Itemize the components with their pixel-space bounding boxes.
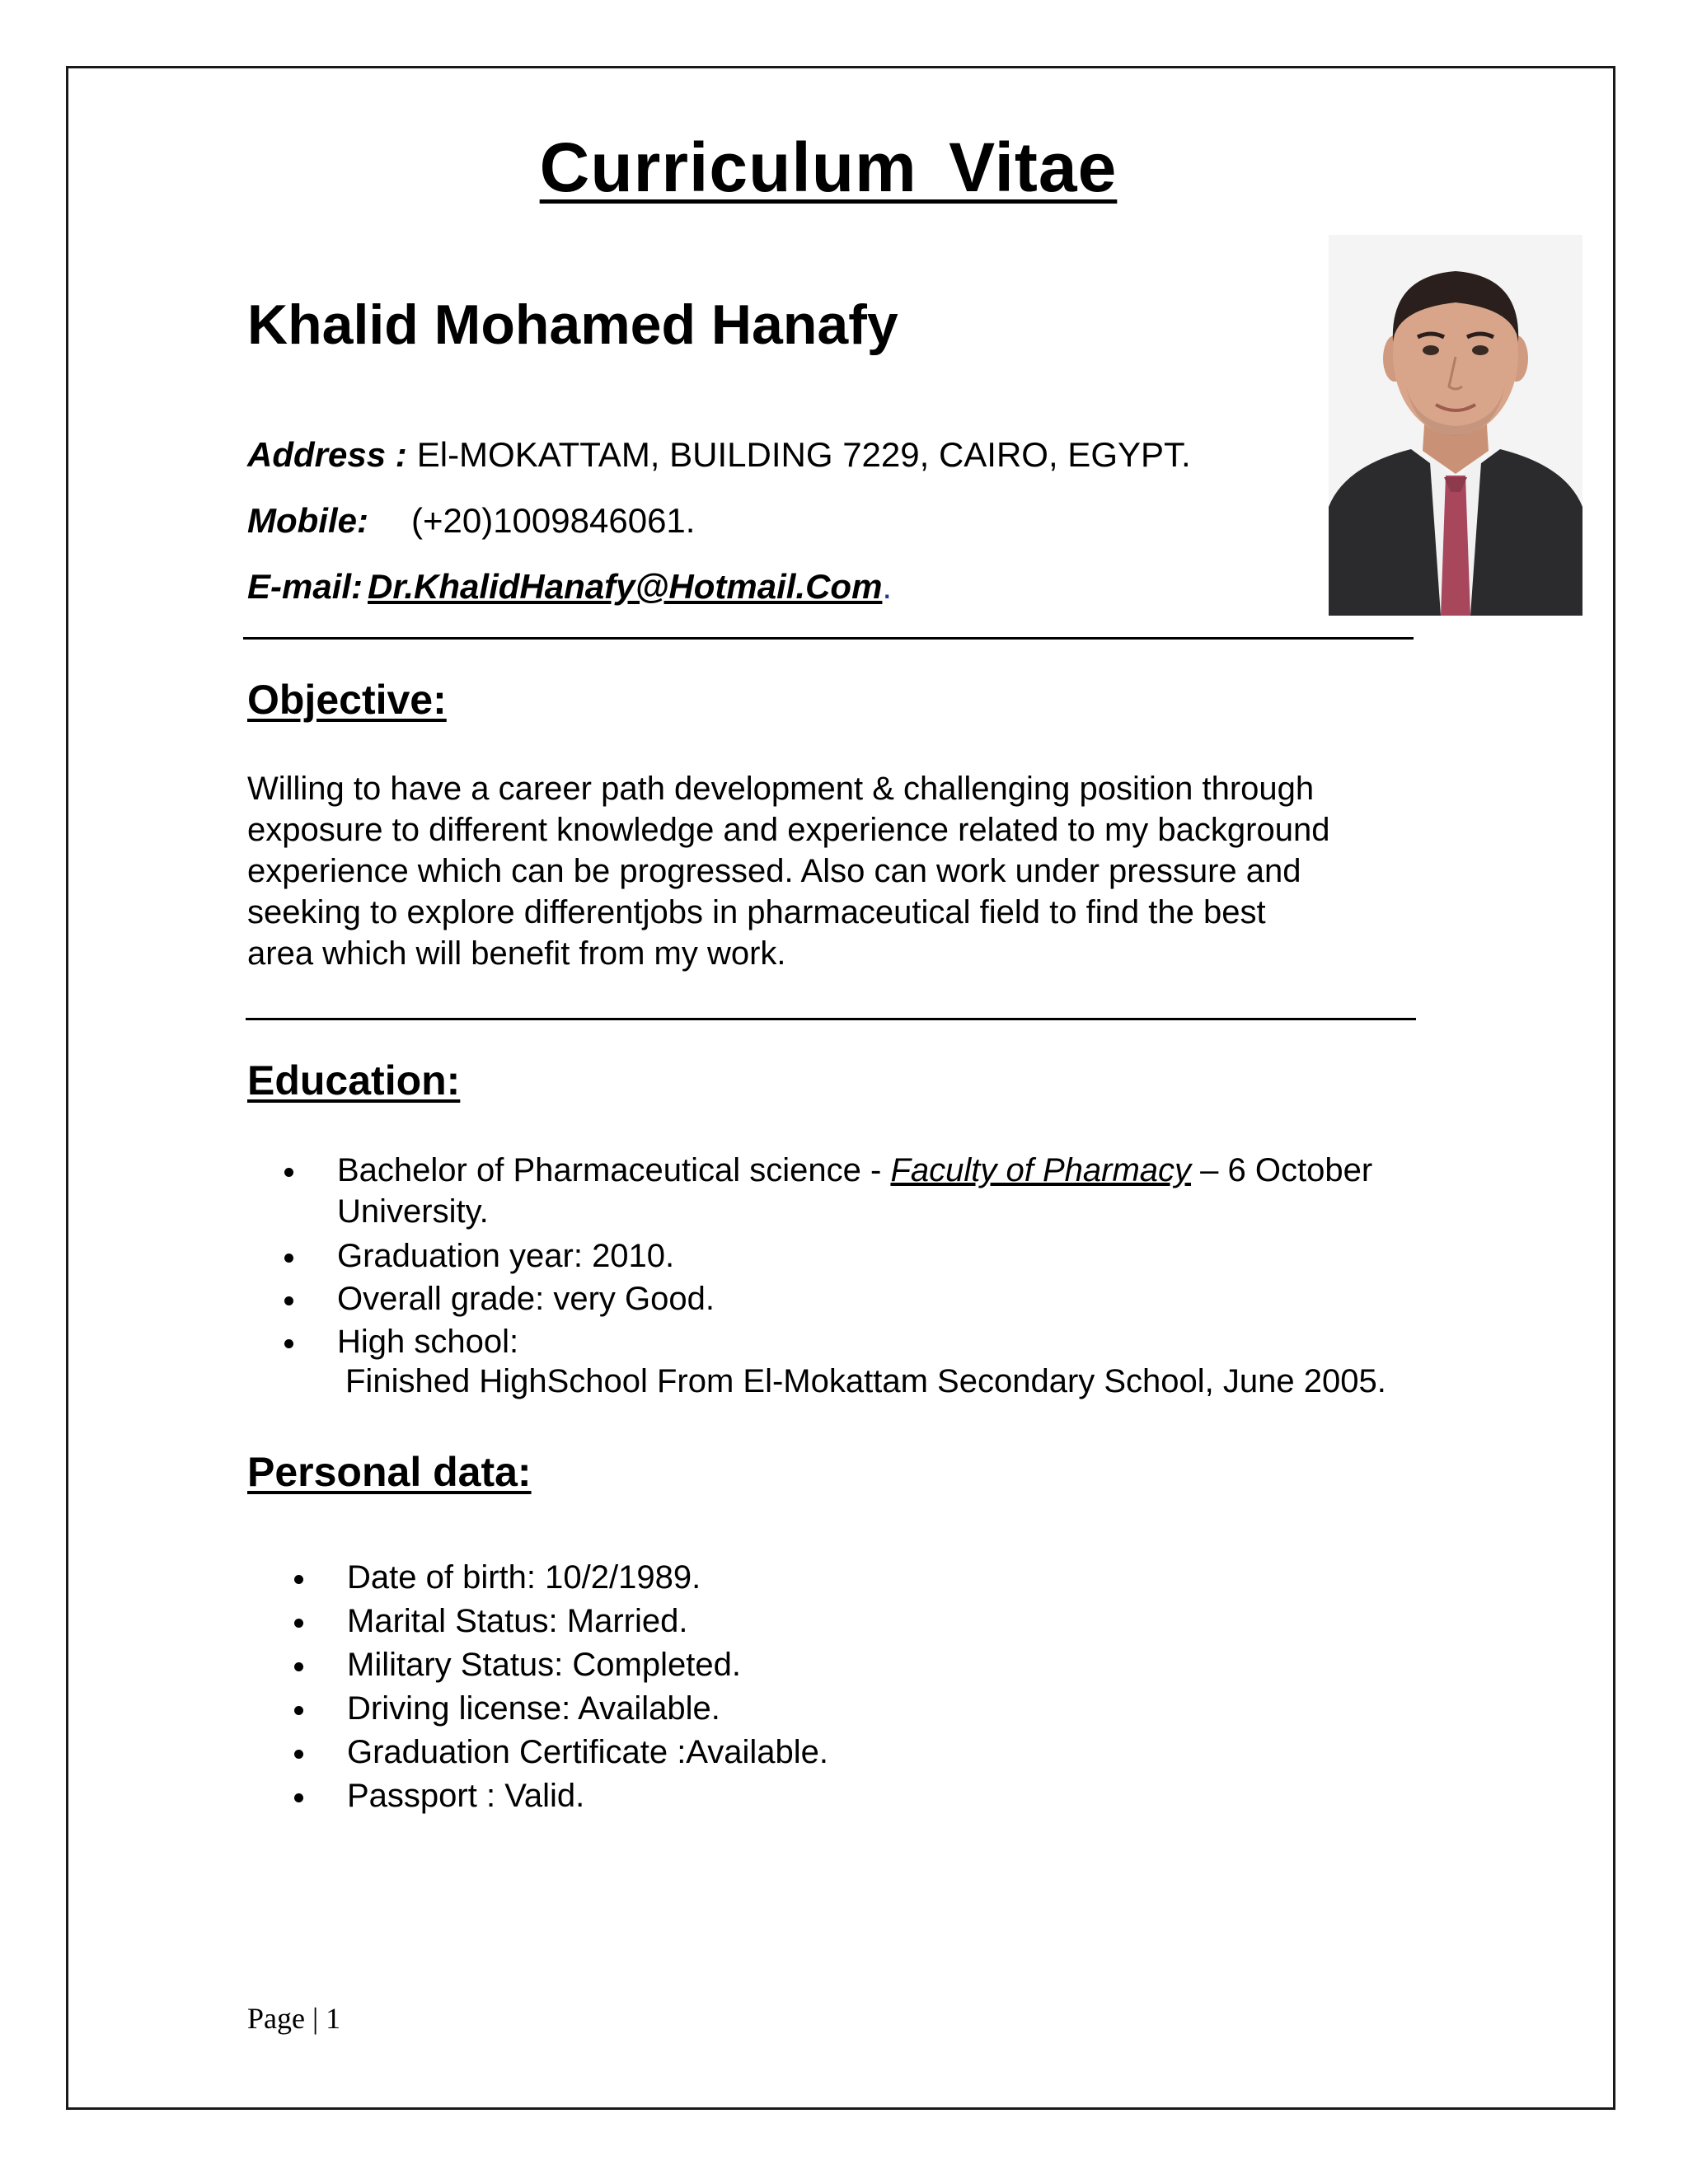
- personal-item-text: Military Status: Completed.: [347, 1647, 741, 1683]
- list-item: [294, 1731, 1514, 1774]
- faculty-name: Faculty of Pharmacy: [890, 1152, 1192, 1188]
- address-value: El-MOKATTAM, BUILDING 7229, CAIRO, EGYPT.: [416, 435, 1191, 474]
- list-item: [294, 1687, 1514, 1731]
- profile-photo: [1329, 235, 1582, 616]
- personal-data-list: [294, 1556, 1514, 1818]
- personal-item-text: Graduation Certificate :Available.: [347, 1734, 829, 1770]
- objective-paragraph: [247, 768, 1434, 974]
- bullet-icon: [294, 1662, 303, 1671]
- education-heading: Education:: [247, 1057, 461, 1104]
- list-item: [294, 1643, 1514, 1687]
- bullet-icon: [284, 1254, 293, 1263]
- objective-line: experience which can be progressed. Also can work under pressure and: [247, 853, 1301, 889]
- objective-line: Willing to have a career path development & challenging position through: [247, 771, 1315, 807]
- degree-suffix: – 6 October: [1191, 1152, 1373, 1188]
- education-list: [284, 1150, 1504, 1402]
- list-item: [294, 1774, 1514, 1818]
- page-title: Curriculum Vitae: [539, 129, 1118, 206]
- bullet-icon: [294, 1619, 303, 1628]
- list-item-degree: [284, 1150, 1504, 1232]
- degree-line-2: University.: [337, 1193, 489, 1230]
- header-divider: [243, 637, 1414, 640]
- mobile-label: Mobile:: [247, 501, 368, 540]
- list-item-high-school: [284, 1321, 1504, 1402]
- address-label: Address :: [247, 435, 407, 474]
- list-item-graduation-year: [284, 1235, 1504, 1277]
- personal-data-heading: Personal data:: [247, 1449, 532, 1495]
- page-number: Page | 1: [247, 2002, 341, 2035]
- bullet-icon: [294, 1575, 303, 1584]
- objective-heading: Objective:: [247, 677, 447, 723]
- grade-text: Overall grade: very Good.: [337, 1281, 715, 1317]
- email-line: [247, 567, 892, 607]
- graduation-year-text: Graduation year: 2010.: [337, 1238, 675, 1274]
- email-trailing-dot: .: [882, 567, 893, 606]
- personal-item-text: Driving license: Available.: [347, 1690, 720, 1727]
- address-line: [247, 435, 1191, 475]
- bullet-icon: [294, 1706, 303, 1715]
- objective-line: exposure to different knowledge and experience related to my background: [247, 812, 1330, 848]
- objective-divider: [246, 1018, 1416, 1020]
- bullet-icon: [284, 1168, 293, 1177]
- personal-item-text: Date of birth: 10/2/1989.: [347, 1559, 701, 1596]
- personal-item-text: Passport : Valid.: [347, 1778, 585, 1814]
- mobile-line: [247, 501, 695, 541]
- list-item: [294, 1600, 1514, 1643]
- bullet-icon: [294, 1750, 303, 1759]
- objective-line: seeking to explore differentjobs in pharmaceutical field to find the best: [247, 894, 1266, 930]
- mobile-value: (+20)1009846061.: [410, 501, 696, 540]
- email-label: E-mail:: [247, 567, 363, 606]
- personal-item-text: Marital Status: Married.: [347, 1603, 688, 1639]
- bullet-icon: [284, 1339, 293, 1348]
- high-school-label: High school:: [337, 1324, 519, 1360]
- high-school-detail: Finished HighSchool From El-Mokattam Secondary School, June 2005.: [345, 1363, 1386, 1399]
- bullet-icon: [284, 1296, 293, 1305]
- list-item: [294, 1556, 1514, 1600]
- objective-line: area which will benefit from my work.: [247, 935, 786, 972]
- list-item-grade: [284, 1278, 1504, 1319]
- email-link[interactable]: Dr.KhalidHanafy@Hotmail.Com: [368, 567, 883, 606]
- candidate-name: Khalid Mohamed Hanafy: [247, 293, 898, 356]
- degree-prefix: Bachelor of Pharmaceutical science -: [337, 1152, 891, 1188]
- portrait-image: [1329, 235, 1582, 616]
- bullet-icon: [294, 1793, 303, 1802]
